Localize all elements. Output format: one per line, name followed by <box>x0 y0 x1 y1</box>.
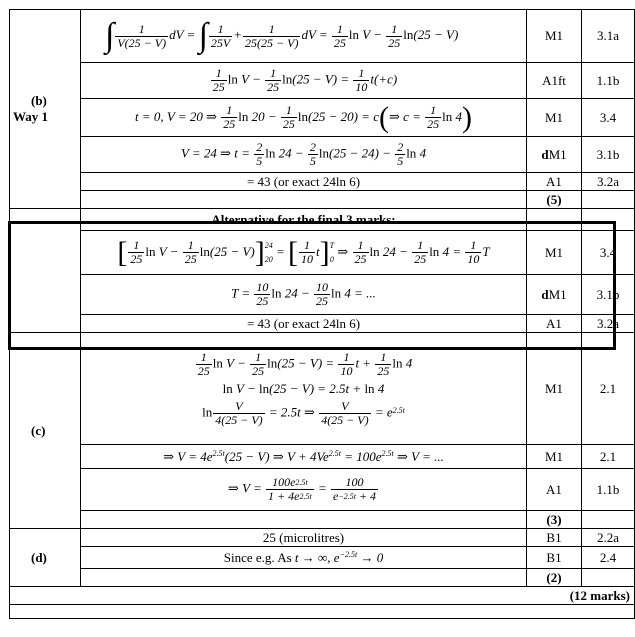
working-cell: [ $\frac{1}{25}$ ln V − $\frac{1}{25}$ ln(25 − V)] 24 20 = [ $\frac{1}{10}$ t] T 0 ⇒ $\frac{1}{25}$ ln 24 − $\frac{1}{25}$ ln 4 = $\frac{1}{10}$ T <box>81 231 527 275</box>
table-row <box>10 275 635 315</box>
table-row <box>10 605 635 619</box>
working-cell: $\frac{1}{25}$ ln V − $\frac{1}{25}$ ln(25 − V) = $\frac{1}{10}$ t + $\frac{1}{25}$ ln 4 ln V − ln(25 − V) = 2.5t + ln 4 ln $\frac{V}{4(25 - V)}$ = 2.5t ⇒ $\frac{V}{4(25 - V)}$ = $e^{2.5t}$ <box>81 333 527 445</box>
table-row <box>10 315 635 333</box>
ao-cell: 2.1 <box>582 333 635 445</box>
ao-cell: 3.1b <box>582 137 635 173</box>
table-row <box>10 547 635 569</box>
mark-cell: B1 <box>527 547 582 569</box>
mark-code: M1 <box>548 146 567 162</box>
ao-cell: 3.1a <box>582 10 635 63</box>
working-cell: 25 (microlitres) <box>81 529 527 547</box>
ao-cell: 3.4 <box>582 99 635 137</box>
footer-cell <box>10 605 635 619</box>
subtotal-cell: (3) <box>527 511 582 529</box>
part-label-cell <box>10 529 81 587</box>
ao-cell: 2.1 <box>582 445 635 469</box>
working-cell <box>81 191 527 209</box>
working-cell: V = 24 ⇒ t = $\frac{2}{5}$ ln 24 − $\frac{2}{5}$ ln(25 − 24) − $\frac{2}{5}$ ln 4 <box>81 137 527 173</box>
alternative-heading: Alternative for the final 3 marks: <box>81 209 527 231</box>
working-cell <box>81 511 527 529</box>
limit-expression: t → ∞, $e^{-2.5t} \to 0$ <box>294 549 384 565</box>
table-row <box>10 529 635 547</box>
ao-cell: 1.1b <box>582 63 635 99</box>
mark-cell: M1 <box>527 10 582 63</box>
ao-cell: 3.1b <box>582 275 635 315</box>
working-cell: ∫ $\frac{1}{V(25 - V)}$ dV = ∫ $\frac{1}{25V}$ + $\frac{1}{25(25 - V)}$ dV = $\frac{1}{25}$ ln V − $\frac{1}{25}$ ln(25 − V) <box>81 10 527 63</box>
table-row <box>10 191 635 209</box>
mark-cell: M1 <box>527 445 582 469</box>
table-row <box>10 469 635 511</box>
working-cell <box>81 569 527 587</box>
table-row <box>10 63 635 99</box>
mark-cell: A1 <box>527 315 582 333</box>
working-cell: = 43 (or exact 24ln 6) <box>81 173 527 191</box>
working-cell: ⇒ $V = 4e^{2.5t}(25 - V)$ ⇒ $V + 4Ve^{2.5t} = 100e^{2.5t}$ ⇒ V = ... <box>81 445 527 469</box>
ao-cell: 3.4 <box>582 231 635 275</box>
part-label: (d) <box>31 549 47 565</box>
table-row <box>10 209 635 231</box>
grand-total: (12 marks) <box>10 587 635 605</box>
mark-cell: A1ft <box>527 63 582 99</box>
table-row <box>10 173 635 191</box>
table-row <box>10 231 635 275</box>
part-label-cell <box>10 209 81 333</box>
mark-cell <box>527 137 582 173</box>
part-label-cell <box>10 10 81 209</box>
part-label-cell <box>10 333 81 529</box>
mark-cell: A1 <box>527 173 582 191</box>
table-row <box>10 569 635 587</box>
mark-cell: A1 <box>527 469 582 511</box>
working-cell: T = $\frac{10}{25}$ ln 24 − $\frac{10}{25}$ ln 4 = ... <box>81 275 527 315</box>
working-cell <box>81 547 527 569</box>
working-cell: ⇒ V = $\frac{100e^{2.5t}}{1 + 4e^{2.5t}}$ = $\frac{100}{e^{-2.5t} + 4}$ <box>81 469 527 511</box>
table-row <box>10 333 635 445</box>
table-row <box>10 445 635 469</box>
working-cell: t = 0, V = 20 ⇒ $\frac{1}{25}$ ln 20 − $\frac{1}{25}$ ln(25 − 20) = c(⇒ c = $\frac{1}{25}$ ln 4) <box>81 99 527 137</box>
mark-cell <box>527 209 582 231</box>
ao-cell: 1.1b <box>582 469 635 511</box>
ao-cell <box>582 511 635 529</box>
dependent-prefix: d <box>541 146 549 162</box>
ao-cell: 3.2a <box>582 173 635 191</box>
working-cell: = 43 (or exact 24ln 6) <box>81 315 527 333</box>
ao-cell <box>582 191 635 209</box>
table-row <box>10 99 635 137</box>
table-row <box>10 10 635 63</box>
subtotal-cell: (5) <box>527 191 582 209</box>
ao-cell <box>582 569 635 587</box>
ao-cell: 2.2a <box>582 529 635 547</box>
working-prefix: Since e.g. As <box>223 549 292 565</box>
table-row <box>10 137 635 173</box>
mark-cell <box>527 275 582 315</box>
dependent-prefix: d <box>541 286 549 302</box>
mark-cell: M1 <box>527 231 582 275</box>
subtotal-cell: (2) <box>527 569 582 587</box>
part-label: (b) <box>31 93 47 108</box>
ao-cell <box>582 209 635 231</box>
mark-cell: B1 <box>527 529 582 547</box>
table-row <box>10 511 635 529</box>
table-row <box>10 587 635 605</box>
part-label: (c) <box>31 422 46 438</box>
working-cell: $\frac{1}{25}$ ln V − $\frac{1}{25}$ ln(25 − V) = $\frac{1}{10}$ t(+c) <box>81 63 527 99</box>
ao-cell: 2.4 <box>582 547 635 569</box>
ao-cell: 3.2a <box>582 315 635 333</box>
mark-cell: M1 <box>527 333 582 445</box>
way-label: Way 1 <box>13 109 49 124</box>
mark-code: M1 <box>548 286 567 302</box>
mark-scheme-table <box>9 9 635 619</box>
mark-cell: M1 <box>527 99 582 137</box>
